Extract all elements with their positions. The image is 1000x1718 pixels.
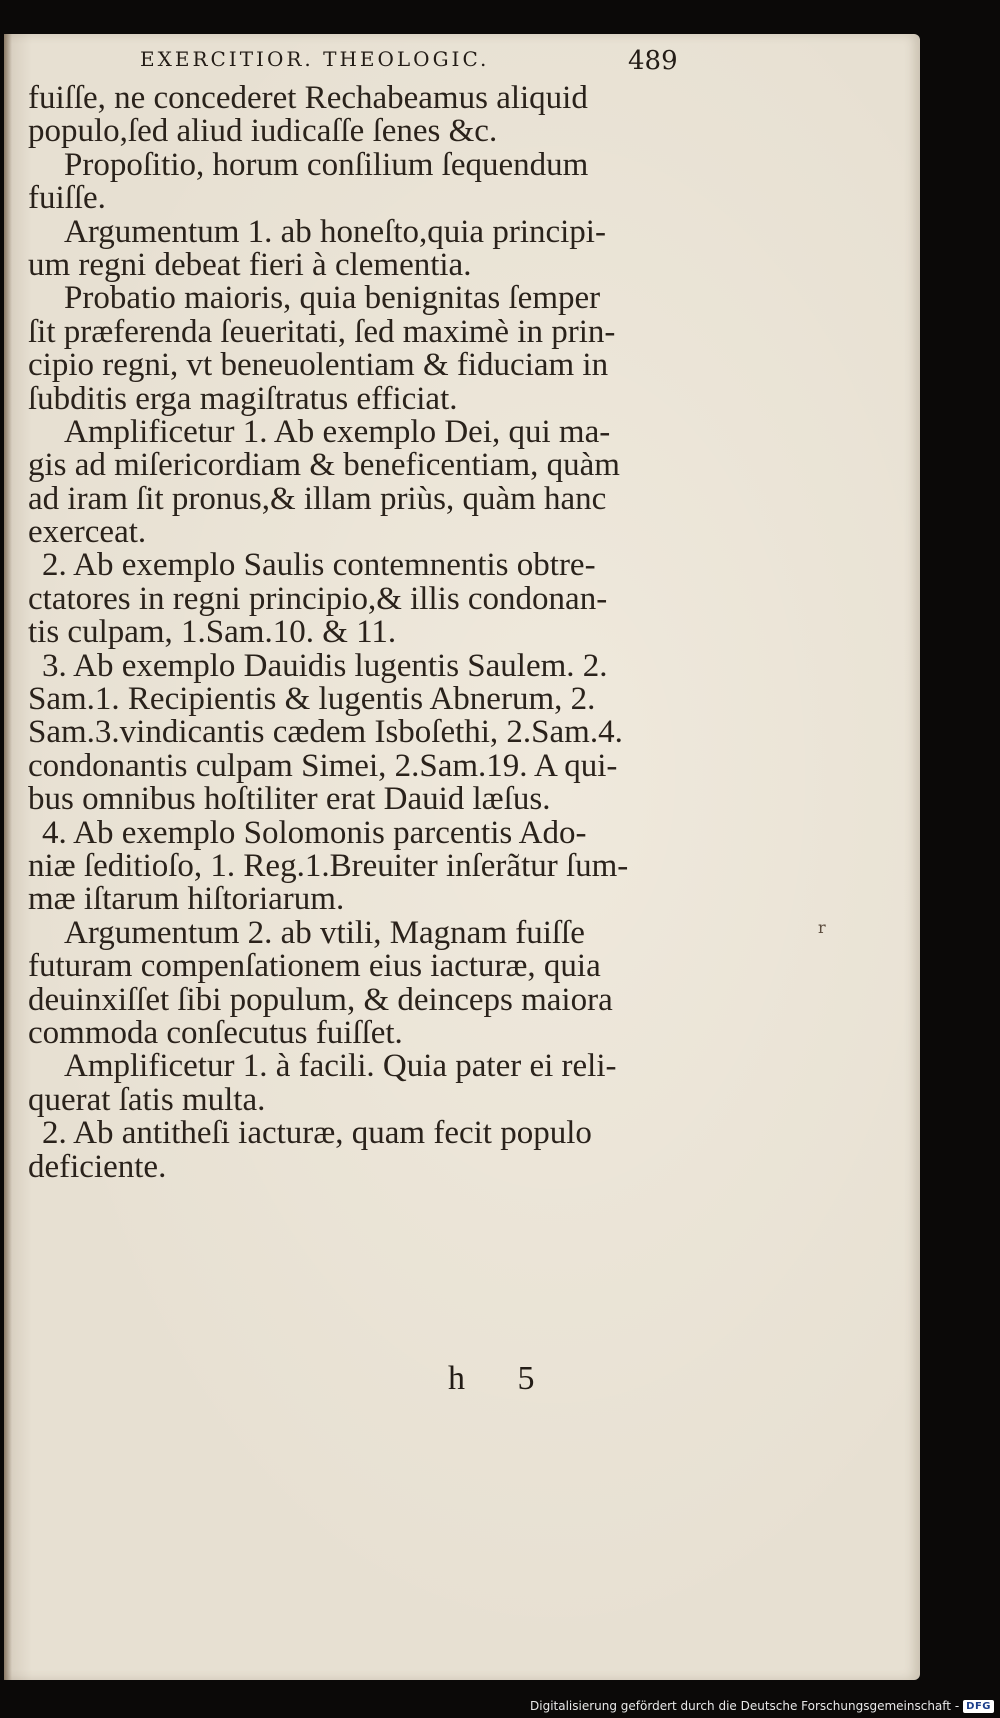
text-line: populo,ſed aliud iudicaſſe ſenes &c. bbox=[28, 113, 498, 150]
text-line: 3. Ab exemplo Dauidis lugentis Saulem. 2. bbox=[42, 647, 608, 684]
page-gutter-shadow bbox=[4, 34, 12, 1680]
text-line: Amplificetur 1. Ab exemplo Dei, qui ma- bbox=[64, 413, 611, 450]
text-line: um regni debeat fieri à clementia. bbox=[28, 246, 472, 283]
text-line: deuinxiſſet ſibi populum, & deinceps maiora bbox=[28, 981, 613, 1018]
text-line: ad iram ſit pronus,& illam priùs, quàm hanc bbox=[28, 480, 607, 517]
text-line: Amplificetur 1. à facili. Quia pater ei reli- bbox=[64, 1048, 617, 1085]
text-line: mæ iſtarum hiſtoriarum. bbox=[28, 881, 345, 918]
text-line: gis ad miſericordiam & beneficentiam, quàm bbox=[28, 447, 620, 484]
body-text bbox=[28, 82, 680, 1184]
text-line: fuiſſe, ne concederet Rechabeamus aliquid bbox=[28, 80, 588, 116]
text-line: 4. Ab exemplo Solomonis parcentis Ado- bbox=[42, 814, 587, 851]
margin-mark: r bbox=[818, 918, 826, 937]
text-line: Sam.3.vindicantis cædem Isboſethi, 2.Sam.4. bbox=[28, 714, 623, 751]
digitization-credit bbox=[530, 1696, 994, 1716]
text-line: fuiſſe. bbox=[28, 180, 106, 217]
text-line: 2. Ab antitheſi iacturæ, quam fecit populo bbox=[42, 1115, 592, 1152]
text-line: ctatores in regni principio,& illis condonan- bbox=[28, 580, 608, 617]
text-line: bus omnibus hoſtiliter erat Dauid læſus. bbox=[28, 781, 551, 818]
text-line: niæ ſeditioſo, 1. Reg.1.Breuiter inſerãtur ſum- bbox=[28, 847, 629, 884]
text-line: Propoſitio, horum conſilium ſequendum bbox=[64, 146, 589, 183]
text-line: condonantis culpam Simei, 2.Sam.19. A quі- bbox=[28, 747, 618, 784]
dfg-logo-icon: DFG bbox=[963, 1700, 994, 1713]
text-line: querat ſatis multa. bbox=[28, 1081, 266, 1118]
text-line: Sam.1. Recipientis & lugentis Abnerum, 2. bbox=[28, 681, 596, 718]
text-line: 2. Ab exemplo Saulis contemnentis obtre- bbox=[42, 547, 596, 584]
credit-text: Digitalisierung gefördert durch die Deutsche Forschungsgemeinschaft - bbox=[530, 1699, 960, 1713]
signature-mark: h 5 bbox=[448, 1360, 557, 1397]
page-number: 489 bbox=[628, 46, 678, 76]
text-line: commoda conſecutus fuiſſet. bbox=[28, 1014, 403, 1051]
text-line: deficiente. bbox=[28, 1148, 167, 1185]
text-line: tis culpam, 1.Sam.10. & 11. bbox=[28, 614, 397, 651]
running-head: EXERCITIOR. THEOLOGIC. bbox=[140, 47, 490, 71]
text-line: Argumentum 2. ab vtili, Magnam fuiſſe bbox=[64, 914, 585, 951]
text-line: Probatio maioris, quia benignitas ſemper bbox=[64, 280, 601, 317]
text-line: ſit præferenda ſeueritati, ſed maximè in prin- bbox=[28, 313, 616, 350]
text-line: Argumentum 1. ab honeſto,quia principi- bbox=[64, 213, 606, 250]
text-line: cipio regni, vt beneuolentiam & fiduciam in bbox=[28, 347, 609, 384]
text-line: exerceat. bbox=[28, 514, 147, 551]
text-line: ſubditis erga magiſtratus efficiat. bbox=[28, 380, 458, 417]
text-line: futuram compenſationem eius iacturæ, quia bbox=[28, 948, 601, 985]
